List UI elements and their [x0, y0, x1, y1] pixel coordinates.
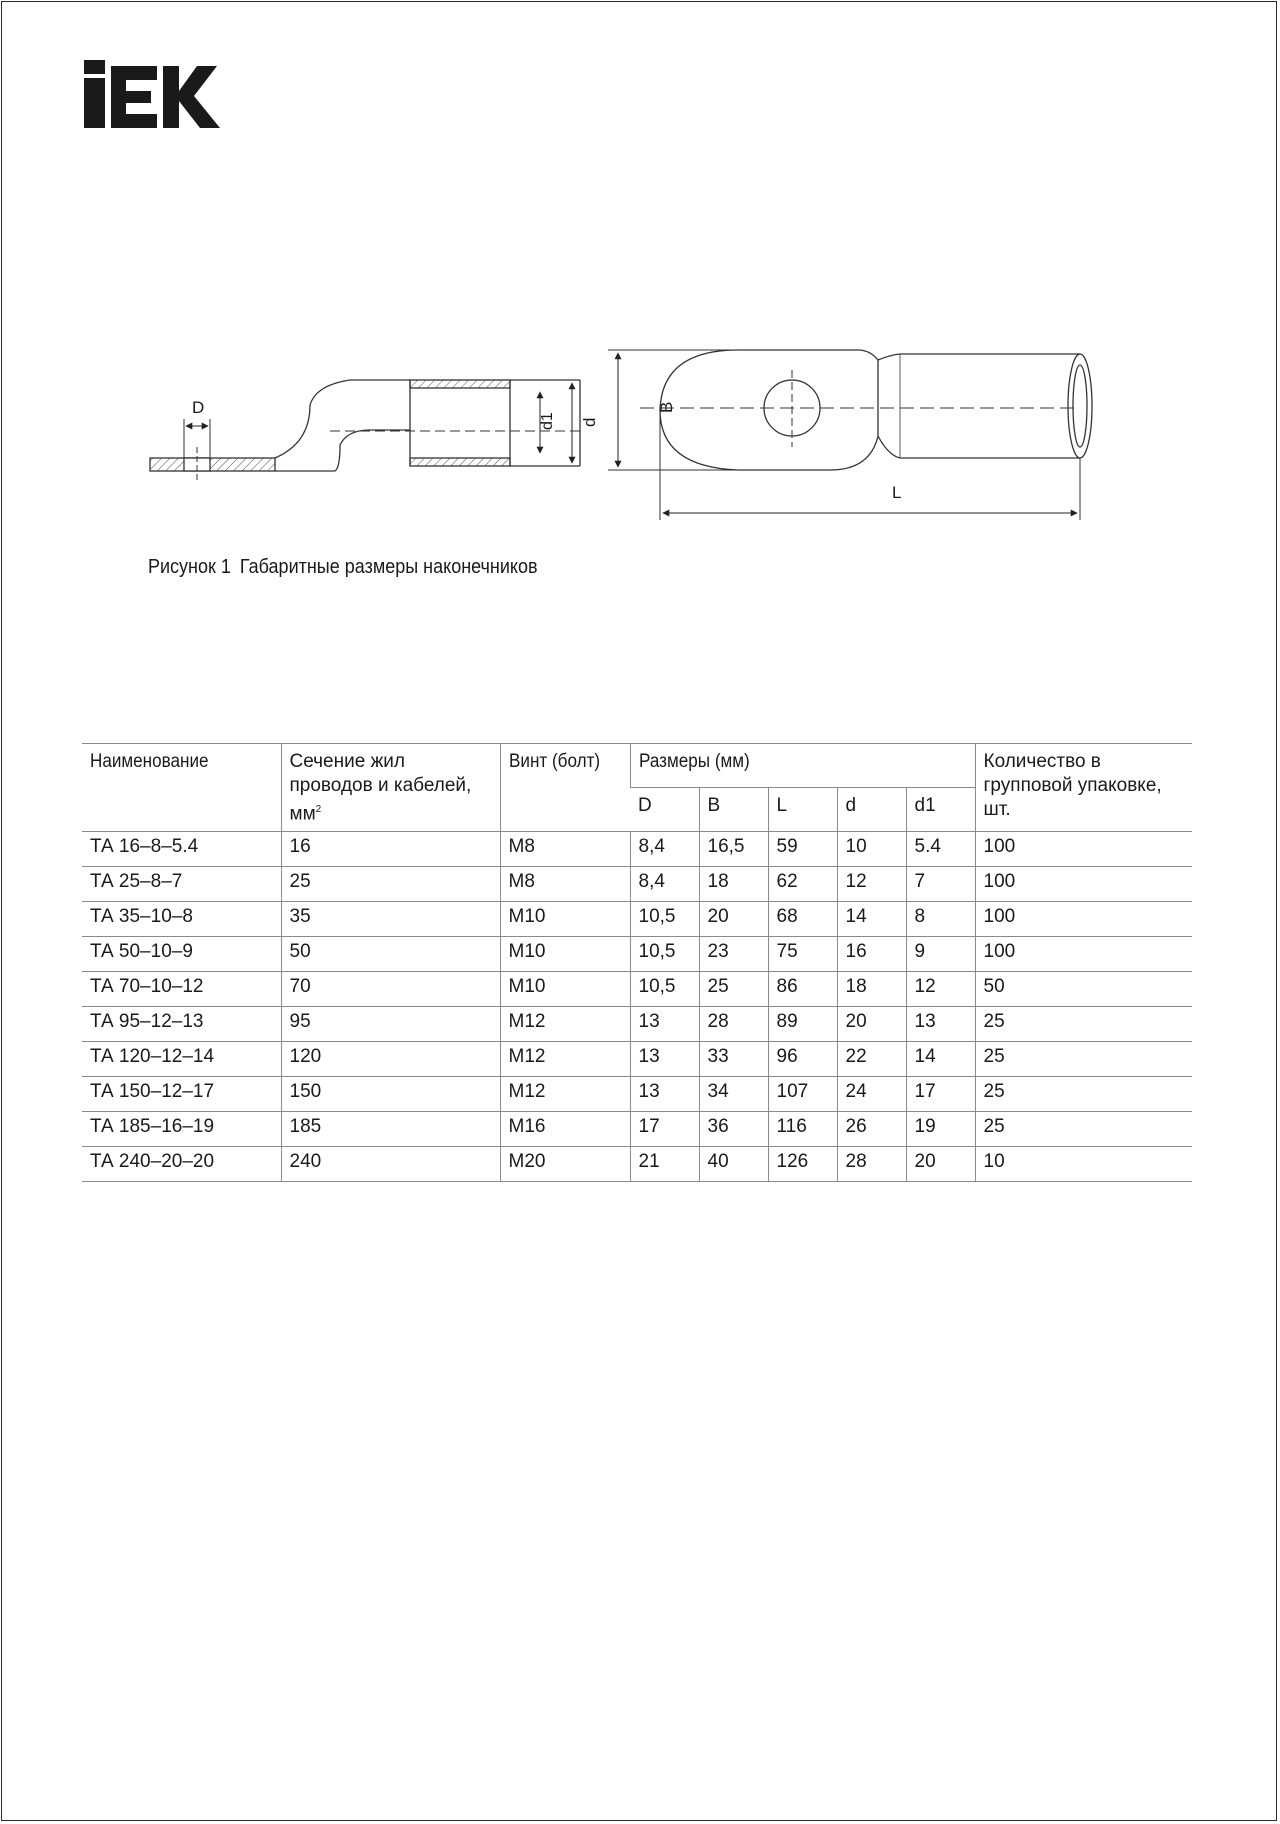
- cell-d1: 12: [906, 972, 975, 1007]
- cell-d1: 17: [906, 1077, 975, 1112]
- cell-d1: 20: [906, 1147, 975, 1182]
- cell-section: 70: [281, 972, 500, 1007]
- cell-name: ТА 50–10–9: [82, 937, 281, 972]
- cell-D: 21: [630, 1147, 699, 1182]
- cell-name: ТА 95–12–13: [82, 1007, 281, 1042]
- cell-screw: М10: [500, 937, 630, 972]
- cell-d1: 13: [906, 1007, 975, 1042]
- cell-screw: М12: [500, 1007, 630, 1042]
- cell-L: 116: [768, 1112, 837, 1147]
- label-L: L: [892, 483, 902, 502]
- cell-section: 95: [281, 1007, 500, 1042]
- cell-d1: 19: [906, 1112, 975, 1147]
- cell-section: 185: [281, 1112, 500, 1147]
- cell-L: 126: [768, 1147, 837, 1182]
- cell-d1: 14: [906, 1042, 975, 1077]
- cell-B: 18: [699, 867, 768, 902]
- cell-name: ТА 16–8–5.4: [82, 832, 281, 867]
- cell-section: 50: [281, 937, 500, 972]
- lug-spec-table: [82, 743, 1192, 1182]
- subheader-B: B: [699, 788, 768, 832]
- cell-D: 17: [630, 1112, 699, 1147]
- figure-caption: [148, 556, 538, 579]
- cell-B: 16,5: [699, 832, 768, 867]
- cell-name: ТА 240–20–20: [82, 1147, 281, 1182]
- label-D: D: [192, 398, 205, 417]
- subheader-d: d: [837, 788, 906, 832]
- caption-number: Рисунок 1: [148, 556, 231, 578]
- cell-B: 20: [699, 902, 768, 937]
- cell-qty: 100: [975, 832, 1192, 867]
- cell-D: 13: [630, 1077, 699, 1112]
- cell-B: 36: [699, 1112, 768, 1147]
- cell-screw: М10: [500, 972, 630, 1007]
- table-row: [82, 867, 1192, 902]
- label-d: d: [580, 417, 599, 427]
- cell-name: ТА 25–8–7: [82, 867, 281, 902]
- cell-d: 18: [837, 972, 906, 1007]
- cell-B: 23: [699, 937, 768, 972]
- cell-screw: М20: [500, 1147, 630, 1182]
- table-row: [82, 1077, 1192, 1112]
- col-header-name: Наименование: [82, 744, 281, 832]
- cell-d: 24: [837, 1077, 906, 1112]
- col-header-qty: Количество в групповой упаковке, шт.: [975, 744, 1192, 832]
- col-header-dims: Размеры (мм): [630, 744, 975, 788]
- cell-name: ТА 70–10–12: [82, 972, 281, 1007]
- cell-screw: М8: [500, 867, 630, 902]
- cell-D: 13: [630, 1042, 699, 1077]
- cell-L: 62: [768, 867, 837, 902]
- cell-L: 96: [768, 1042, 837, 1077]
- cell-L: 89: [768, 1007, 837, 1042]
- cell-d1: 7: [906, 867, 975, 902]
- cell-D: 8,4: [630, 867, 699, 902]
- cell-name: ТА 120–12–14: [82, 1042, 281, 1077]
- cell-section: 25: [281, 867, 500, 902]
- cell-B: 34: [699, 1077, 768, 1112]
- cell-d: 12: [837, 867, 906, 902]
- table-row: [82, 1147, 1192, 1182]
- cell-d: 26: [837, 1112, 906, 1147]
- cell-L: 75: [768, 937, 837, 972]
- label-B: B: [657, 401, 676, 413]
- subheader-L: L: [768, 788, 837, 832]
- subheader-d1: d1: [906, 788, 975, 832]
- cell-L: 59: [768, 832, 837, 867]
- iek-logo: [84, 60, 220, 128]
- cell-qty: 10: [975, 1147, 1192, 1182]
- table-row: [82, 902, 1192, 937]
- cell-screw: М16: [500, 1112, 630, 1147]
- cell-qty: 25: [975, 1042, 1192, 1077]
- cell-section: 240: [281, 1147, 500, 1182]
- cell-D: 8,4: [630, 832, 699, 867]
- table-row: [82, 832, 1192, 867]
- cell-section: 35: [281, 902, 500, 937]
- cell-section: 16: [281, 832, 500, 867]
- cell-B: 40: [699, 1147, 768, 1182]
- cell-screw: М12: [500, 1042, 630, 1077]
- table-row: [82, 1007, 1192, 1042]
- cell-qty: 100: [975, 902, 1192, 937]
- cell-name: ТА 35–10–8: [82, 902, 281, 937]
- table-row: [82, 1042, 1192, 1077]
- cell-L: 86: [768, 972, 837, 1007]
- cell-qty: 100: [975, 937, 1192, 972]
- cell-d: 22: [837, 1042, 906, 1077]
- cell-name: ТА 150–12–17: [82, 1077, 281, 1112]
- caption-text: Габаритные размеры наконечников: [239, 556, 538, 578]
- cell-B: 33: [699, 1042, 768, 1077]
- cell-screw: М8: [500, 832, 630, 867]
- cell-D: 10,5: [630, 902, 699, 937]
- lug-dimension-drawing: [140, 335, 1100, 545]
- side-view: [150, 380, 580, 483]
- cell-d1: 9: [906, 937, 975, 972]
- cell-screw: М12: [500, 1077, 630, 1112]
- cell-D: 10,5: [630, 972, 699, 1007]
- label-d1: d1: [539, 412, 556, 430]
- cell-section: 150: [281, 1077, 500, 1112]
- cell-d: 10: [837, 832, 906, 867]
- cell-d1: 8: [906, 902, 975, 937]
- cell-B: 28: [699, 1007, 768, 1042]
- cell-D: 13: [630, 1007, 699, 1042]
- cell-d1: 5.4: [906, 832, 975, 867]
- cell-qty: 25: [975, 1112, 1192, 1147]
- cell-d: 14: [837, 902, 906, 937]
- cell-qty: 50: [975, 972, 1192, 1007]
- col-header-section: Сечение жил проводов и кабелей, $мм^2$: [281, 744, 500, 832]
- cell-section: 120: [281, 1042, 500, 1077]
- cell-qty: 25: [975, 1007, 1192, 1042]
- table-header-row: [82, 744, 1192, 788]
- subheader-D: D: [630, 788, 699, 832]
- cell-d: 16: [837, 937, 906, 972]
- table-row: [82, 937, 1192, 972]
- cell-D: 10,5: [630, 937, 699, 972]
- col-header-screw: Винт (болт): [500, 744, 630, 832]
- cell-B: 25: [699, 972, 768, 1007]
- cell-name: ТА 185–16–19: [82, 1112, 281, 1147]
- cell-L: 68: [768, 902, 837, 937]
- cell-d: 28: [837, 1147, 906, 1182]
- cell-qty: 100: [975, 867, 1192, 902]
- cell-d: 20: [837, 1007, 906, 1042]
- cell-screw: М10: [500, 902, 630, 937]
- top-view: [608, 350, 1092, 520]
- cell-L: 107: [768, 1077, 837, 1112]
- table-row: [82, 972, 1192, 1007]
- table-row: [82, 1112, 1192, 1147]
- cell-qty: 25: [975, 1077, 1192, 1112]
